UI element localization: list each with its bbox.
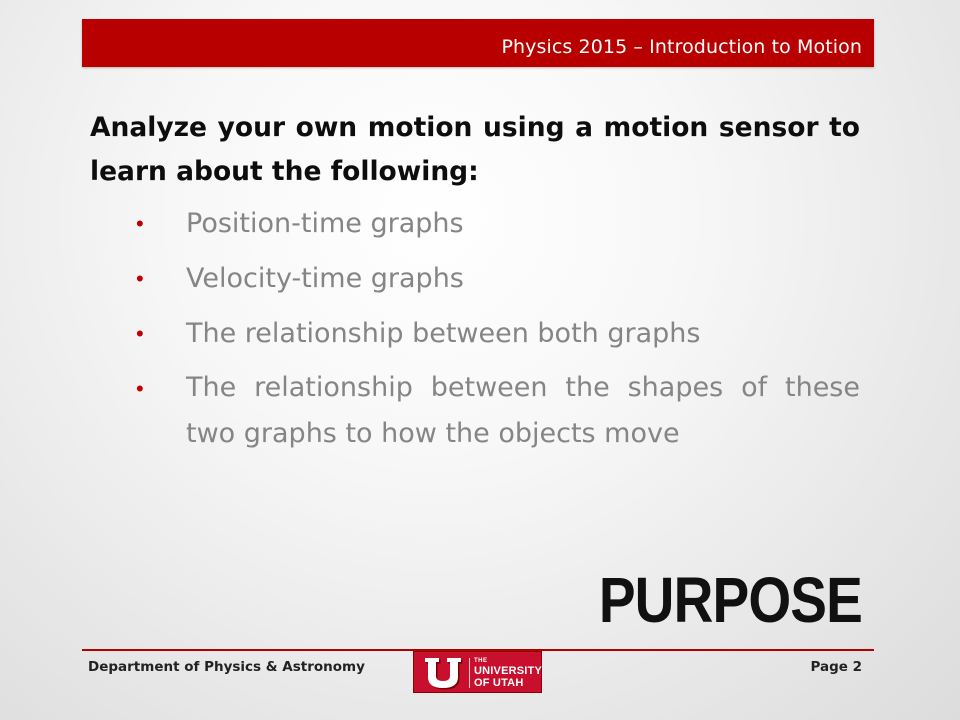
bullet-icon: • [136, 266, 144, 291]
bullet-text: Position-time graphs [186, 208, 464, 239]
bullet-icon: • [136, 211, 144, 236]
bullet-icon: • [136, 321, 144, 346]
logo-line-the: THE [474, 658, 488, 664]
logo-wordmark [474, 658, 542, 689]
list-item [130, 200, 860, 248]
bullet-text: The relationship between the shapes of these two graphs to how the objects move [186, 372, 860, 449]
university-logo [413, 651, 542, 693]
intro-text: Analyze your own motion using a motion sensor to learn about the following: [90, 112, 860, 187]
header-bar [82, 19, 874, 67]
logo-line-of-utah: OF UTAH [474, 677, 524, 689]
list-item [130, 255, 860, 303]
logo-divider [469, 658, 470, 688]
page-number: Page 2 [810, 659, 862, 675]
bullet-text: Velocity-time graphs [186, 263, 464, 294]
bullet-icon: • [136, 376, 144, 401]
bullet-list [130, 200, 860, 464]
bullet-text: The relationship between both graphs [186, 318, 701, 349]
block-u-icon [422, 656, 464, 690]
list-item [130, 310, 860, 358]
footer-department: Department of Physics & Astronomy [88, 659, 365, 675]
list-item [130, 365, 860, 457]
logo-line-university: UNIVERSITY [474, 665, 543, 677]
header-title: Physics 2015 – Introduction to Motion [501, 36, 862, 58]
section-title: PURPOSE [598, 564, 862, 636]
